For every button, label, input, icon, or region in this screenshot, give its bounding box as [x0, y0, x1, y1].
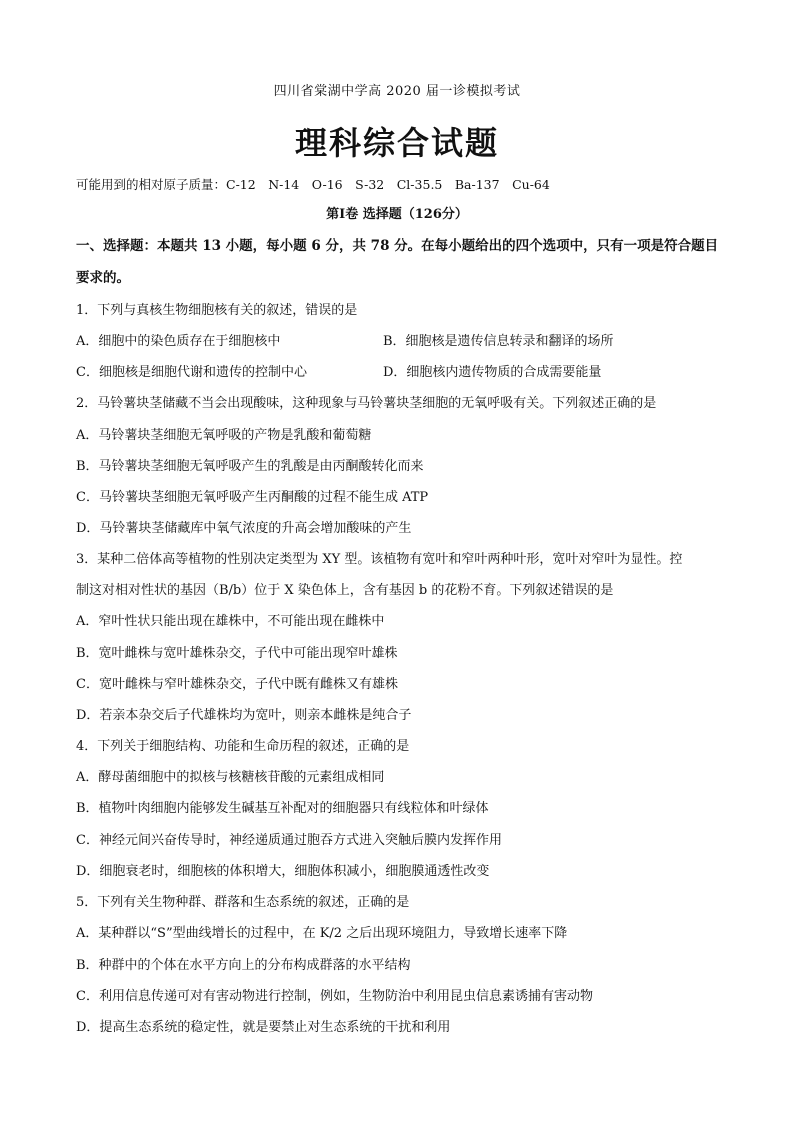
question-4-option-c: C．神经元间兴奋传导时，神经递质通过胞吞方式进入突触后膜内发挥作用: [76, 833, 502, 848]
question-1-option-c: C．细胞核是细胞代谢和遗传的控制中心: [76, 365, 307, 380]
question-3-option-a: A．窄叶性状只能出现在雄株中，不可能出现在雌株中: [76, 614, 385, 629]
question-2-option-d: D．马铃薯块茎储藏库中氧气浓度的升高会增加酸味的产生: [76, 521, 412, 536]
atomic-masses: 可能用到的相对原子质量：C-12 N-14 O-16 S-32 Cl-35.5 Ba-137 Cu-64: [76, 177, 550, 192]
section1-instructions-line1: 一、选择题：本题共 13 小题，每小题 6 分，共 78 分。在每小题给出的四个选项中，只有一项是符合题目: [76, 238, 719, 254]
question-5-option-c: C．利用信息传递可对有害动物进行控制，例如，生物防治中利用昆虫信息素诱捕有害动物: [76, 989, 593, 1004]
question-3-option-b: B．宽叶雌株与宽叶雄株杂交，子代中可能出现窄叶雄株: [76, 646, 398, 661]
section1-instructions-line2: 要求的。: [76, 270, 130, 286]
question-2-stem: 2．马铃薯块茎储藏不当会出现酸味，这种现象与马铃薯块茎细胞的无氧呼吸有关。下列叙述正确的是: [76, 396, 657, 411]
exam-title: 理科综合试题: [294, 124, 499, 162]
question-4-option-a: A．酵母菌细胞中的拟核与核糖核苷酸的元素组成相同: [76, 770, 385, 785]
question-1-stem: 1．下列与真核生物细胞核有关的叙述，错误的是: [76, 303, 358, 318]
question-5-option-b: B．种群中的个体在水平方向上的分布构成群落的水平结构: [76, 958, 411, 973]
question-3-option-d: D．若亲本杂交后子代雄株均为宽叶，则亲本雌株是纯合子: [76, 708, 412, 723]
question-2-option-a: A．马铃薯块茎细胞无氧呼吸的产物是乳酸和葡萄糖: [76, 428, 372, 443]
question-3-option-c: C．宽叶雌株与窄叶雄株杂交，子代中既有雌株又有雄株: [76, 677, 398, 692]
question-3-stem-line1: 3．某种二倍体高等植物的性别决定类型为 XY 型。该植物有宽叶和窄叶两种叶形，宽叶对窄叶为显性。控: [76, 552, 683, 567]
question-2-option-b: B．马铃薯块茎细胞无氧呼吸产生的乳酸是由丙酮酸转化而来: [76, 459, 424, 474]
question-3-stem-line2: 制这对相对性状的基因（B/b）位于 X 染色体上，含有基因 b 的花粉不育。下列叙述错误的是: [76, 583, 614, 598]
exam-subtitle: 四川省棠湖中学高 2020 届一诊模拟考试: [273, 84, 521, 99]
part1-heading: 第Ⅰ卷 选择题（126分）: [326, 207, 468, 222]
question-5-stem: 5．下列有关生物种群、群落和生态系统的叙述，正确的是: [76, 895, 410, 910]
question-1-option-b: B．细胞核是遗传信息转录和翻译的场所: [383, 334, 614, 349]
question-1-option-d: D．细胞核内遗传物质的合成需要能量: [383, 365, 602, 380]
question-5-option-a: A．某种群以“S”型曲线增长的过程中，在 K/2 之后出现环境阻力，导致增长速率下降: [76, 926, 568, 941]
question-5-option-d: D．提高生态系统的稳定性，就是要禁止对生态系统的干扰和利用: [76, 1020, 451, 1035]
question-4-stem: 4．下列关于细胞结构、功能和生命历程的叙述，正确的是: [76, 739, 410, 754]
question-4-option-b: B．植物叶肉细胞内能够发生碱基互补配对的细胞器只有线粒体和叶绿体: [76, 801, 489, 816]
question-2-option-c: C．马铃薯块茎细胞无氧呼吸产生丙酮酸的过程不能生成 ATP: [76, 490, 429, 505]
question-1-option-a: A．细胞中的染色质存在于细胞核中: [76, 334, 281, 349]
question-4-option-d: D．细胞衰老时，细胞核的体积增大，细胞体积减小，细胞膜通透性改变: [76, 864, 490, 879]
